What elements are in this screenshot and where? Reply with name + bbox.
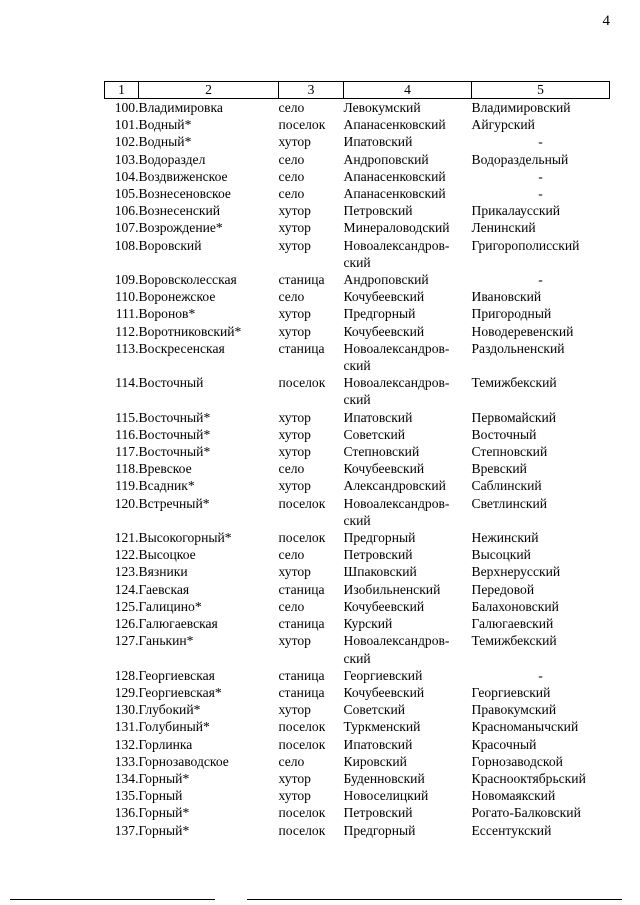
settlement-name: Воротниковский* [138, 323, 242, 339]
settlement-name: Владимировка [138, 100, 223, 115]
footer-divider-left [10, 899, 215, 900]
district-name [344, 443, 472, 460]
settlement-name: Гаевская [138, 581, 190, 597]
district-name-line: Кочубеевский [343, 461, 425, 477]
council-name: Раздольненский [471, 340, 565, 356]
settlement-name: Всадник* [138, 478, 195, 494]
settlement-name: Горный* [138, 822, 190, 838]
row-number: 107. [114, 220, 139, 236]
settlement-name: Галюгаевская [138, 616, 218, 632]
row-number: 115. [115, 409, 139, 425]
settlement-type: хутор [278, 323, 311, 339]
table-row [105, 426, 610, 443]
district-name [344, 787, 472, 804]
page-number: 4 [602, 13, 610, 29]
district-name [344, 323, 472, 340]
table-row [105, 116, 610, 133]
council-name: - [538, 272, 543, 288]
table-row [105, 168, 610, 185]
council-name: Пригородный [471, 306, 552, 322]
table-row [105, 701, 610, 718]
row-number: 100. [114, 100, 139, 115]
settlement-name: Высоцкое [138, 547, 196, 563]
district-name [344, 460, 472, 477]
table-row [105, 409, 610, 426]
council-name: Вревский [471, 461, 527, 477]
settlement-name: Возрождение* [138, 220, 223, 236]
row-number: 133. [114, 753, 139, 769]
table-row [105, 99, 610, 117]
settlement-type: поселок [278, 805, 326, 821]
district-name [344, 598, 472, 615]
district-name-line: Кочубеевский [343, 323, 425, 339]
settlement-type: село [278, 289, 305, 305]
council-name: Галюгаевский [471, 616, 554, 632]
council-name: - [538, 667, 543, 683]
table-row [105, 374, 610, 408]
settlement-name: Воздвиженское [138, 168, 228, 184]
row-number: 108. [114, 237, 139, 253]
district-name [344, 374, 472, 408]
table-row [105, 460, 610, 477]
district-name-line: Андроповский [343, 272, 429, 288]
district-name [344, 615, 472, 632]
council-name: Степновский [471, 444, 548, 460]
council-name: Краснооктябрьский [471, 770, 586, 786]
settlement-type: село [278, 598, 305, 614]
district-name-line: Ипатовский [343, 409, 413, 425]
settlement-type: село [278, 168, 305, 184]
council-name: Новодеревенский [471, 323, 574, 339]
district-name [344, 753, 472, 770]
table-row [105, 133, 610, 150]
district-name [344, 426, 472, 443]
district-name [344, 409, 472, 426]
council-name: Ивановский [471, 289, 542, 305]
council-name: Георгиевский [471, 684, 551, 700]
council-name: Передовой [471, 581, 535, 597]
settlement-name: Ганькин* [138, 633, 194, 649]
settlement-type: хутор [278, 409, 311, 425]
row-number: 134. [114, 770, 139, 786]
district-name [344, 133, 472, 150]
district-name-line: Кочубеевский [343, 289, 425, 305]
settlement-type: хутор [278, 788, 311, 804]
district-name-line: Буденновский [343, 770, 425, 786]
district-name [344, 770, 472, 787]
district-name [344, 237, 472, 271]
settlement-name: Воронежское [138, 289, 216, 305]
district-name-line: Предгорный [343, 530, 416, 546]
footer-divider-right [247, 899, 622, 900]
table-row [105, 305, 610, 322]
row-number: 102. [114, 134, 139, 150]
council-name: Новомаякский [471, 788, 556, 804]
council-name: Горнозаводской [471, 753, 563, 769]
district-name [344, 822, 472, 839]
settlement-name: Высокогорный* [138, 530, 232, 546]
settlement-name: Воронов* [138, 306, 196, 322]
settlement-type: станица [278, 616, 325, 632]
district-name [344, 477, 472, 494]
settlement-type: хутор [278, 220, 311, 236]
settlement-type: поселок [278, 117, 326, 133]
row-number: 130. [114, 702, 139, 718]
table-row [105, 219, 610, 236]
settlement-name: Горный* [138, 805, 190, 821]
council-name: Прикалаусский [471, 203, 561, 219]
table-row [105, 288, 610, 305]
district-name-line: Степновский [343, 444, 420, 460]
settlement-name: Воскресенская [138, 340, 225, 356]
settlement-type: хутор [278, 564, 311, 580]
row-number: 123. [114, 564, 139, 580]
row-number: 135. [114, 788, 139, 804]
district-name [344, 684, 472, 701]
district-name-line: Туркменский [343, 719, 421, 735]
table-row [105, 804, 610, 821]
row-number: 105. [114, 186, 139, 202]
table-row [105, 340, 610, 374]
table-row [105, 581, 610, 598]
district-name [344, 219, 472, 236]
council-name: Григорополисский [471, 237, 580, 253]
table-row [105, 736, 610, 753]
district-name [344, 202, 472, 219]
settlement-type: хутор [278, 633, 311, 649]
table-row [105, 753, 610, 770]
settlement-name: Восточный [138, 375, 204, 391]
district-name [344, 168, 472, 185]
district-name [344, 632, 472, 666]
settlement-type: хутор [278, 134, 311, 150]
council-name: - [538, 168, 543, 184]
council-name: Айгурский [471, 117, 535, 133]
row-number: 125. [114, 598, 139, 614]
settlement-name: Вознесеновское [138, 186, 231, 202]
column-header-2: 2 [139, 82, 279, 99]
district-name [344, 667, 472, 684]
table-row [105, 632, 610, 666]
settlement-name: Горлинка [138, 736, 193, 752]
settlement-type: хутор [278, 306, 311, 322]
settlement-type: станица [278, 667, 325, 683]
district-name-line: Петровский [343, 805, 413, 821]
column-header-1: 1 [105, 82, 139, 99]
settlement-type: село [278, 100, 305, 115]
district-name-line: Кочубеевский [343, 684, 425, 700]
settlement-name: Вязники [138, 564, 188, 580]
row-number: 129. [114, 684, 139, 700]
district-name-line: Новоалександров- [343, 340, 450, 356]
district-name [344, 288, 472, 305]
settlement-type: село [278, 547, 305, 563]
table-row [105, 667, 610, 684]
settlement-name: Водный* [138, 117, 192, 133]
district-name-line: Ипатовский [343, 736, 413, 752]
settlement-type: станица [278, 340, 325, 356]
settlement-type: станица [278, 684, 325, 700]
district-name [344, 804, 472, 821]
district-name-line: Курский [343, 616, 393, 632]
district-name [344, 185, 472, 202]
row-number: 120. [114, 495, 139, 511]
row-number: 124. [114, 581, 139, 597]
settlement-name: Горнозаводское [138, 753, 229, 769]
table-row [105, 202, 610, 219]
district-name-line: Новоалександров- [343, 495, 450, 511]
council-name: - [538, 134, 543, 150]
district-name [344, 563, 472, 580]
settlement-type: поселок [278, 495, 326, 511]
column-header-4: 4 [344, 82, 472, 99]
district-name-line: Александровский [343, 478, 446, 494]
district-name-line: Петровский [343, 203, 413, 219]
table-row [105, 323, 610, 340]
district-name [344, 495, 472, 529]
district-name-continuation: ский [343, 392, 371, 408]
settlement-type: хутор [278, 702, 311, 718]
table-row [105, 237, 610, 271]
settlement-type: хутор [278, 237, 311, 253]
row-number: 127. [114, 633, 139, 649]
row-number: 110. [115, 289, 139, 305]
district-name-line: Апанасенковский [343, 168, 446, 184]
district-name-line: Предгорный [343, 822, 416, 838]
row-number: 109. [114, 272, 139, 288]
council-name: Светлинский [471, 495, 548, 511]
council-name: Темижбекский [471, 633, 557, 649]
settlement-type: поселок [278, 530, 326, 546]
council-name: Первомайский [471, 409, 557, 425]
district-name-continuation: ский [343, 512, 371, 528]
row-number: 106. [114, 203, 139, 219]
row-number: 114. [115, 375, 139, 391]
row-number: 103. [114, 151, 139, 167]
district-name-line: Советский [343, 702, 406, 718]
district-name-line: Кировский [343, 753, 407, 769]
district-name [344, 99, 472, 117]
council-name: Водораздельный [471, 151, 569, 167]
table-row [105, 495, 610, 529]
district-name-line: Апанасенковский [343, 117, 446, 133]
district-name-continuation: ский [343, 254, 371, 270]
council-name: Саблинский [471, 478, 542, 494]
council-name: - [538, 186, 543, 202]
council-name: Ленинский [471, 220, 536, 236]
table-row [105, 615, 610, 632]
district-name [344, 529, 472, 546]
district-name-line: Андроповский [343, 151, 429, 167]
district-name-line: Предгорный [343, 306, 416, 322]
settlements-table [104, 81, 610, 839]
settlement-name: Воровсколесская [138, 272, 237, 288]
table-row [105, 598, 610, 615]
settlement-name: Горный [138, 788, 183, 804]
table-body [105, 99, 610, 839]
row-number: 111. [115, 306, 139, 322]
district-name [344, 718, 472, 735]
district-name [344, 546, 472, 563]
district-name-line: Новоалександров- [343, 237, 450, 253]
settlement-name: Восточный* [138, 444, 211, 460]
row-number: 119. [115, 478, 139, 494]
council-name: Красноманычский [471, 719, 579, 735]
table-row [105, 563, 610, 580]
district-name-line: Новоселицкий [343, 788, 429, 804]
row-number: 122. [114, 547, 139, 563]
settlement-type: поселок [278, 375, 326, 391]
row-number: 112. [115, 323, 139, 339]
settlement-type: село [278, 461, 305, 477]
council-name: Правокумский [471, 702, 557, 718]
row-number: 128. [114, 667, 139, 683]
header-row [105, 82, 610, 99]
settlement-name: Водораздел [138, 151, 206, 167]
table-row [105, 185, 610, 202]
settlement-type: станица [278, 581, 325, 597]
table-row [105, 684, 610, 701]
settlement-name: Водный* [138, 134, 192, 150]
settlement-type: хутор [278, 444, 311, 460]
table-row [105, 271, 610, 288]
table-row [105, 529, 610, 546]
district-name-continuation: ский [343, 358, 371, 374]
settlement-type: хутор [278, 478, 311, 494]
settlement-type: хутор [278, 770, 311, 786]
settlement-type: станица [278, 272, 325, 288]
settlement-name: Восточный* [138, 426, 211, 442]
table-row [105, 546, 610, 563]
district-name-line: Кочубеевский [343, 598, 425, 614]
settlement-name: Горный* [138, 770, 190, 786]
settlement-name: Восточный* [138, 409, 211, 425]
council-name: Ессентукский [471, 822, 552, 838]
district-name [344, 701, 472, 718]
row-number: 131. [114, 719, 139, 735]
row-number: 113. [115, 340, 139, 356]
district-name-continuation: ский [343, 650, 371, 666]
district-name-line: Левокумский [343, 100, 421, 115]
council-name: Рогато-Балковский [471, 805, 581, 821]
council-name: Владимировский [471, 100, 571, 115]
row-number: 116. [115, 426, 139, 442]
table-row [105, 477, 610, 494]
settlement-name: Встречный* [138, 495, 210, 511]
council-name: Красочный [471, 736, 537, 752]
settlement-type: поселок [278, 719, 326, 735]
district-name-line: Петровский [343, 547, 413, 563]
district-name-line: Минераловодский [343, 220, 450, 236]
column-header-5: 5 [472, 82, 610, 99]
settlement-name: Воровский [138, 237, 202, 253]
row-number: 101. [114, 117, 139, 133]
district-name [344, 340, 472, 374]
district-name [344, 305, 472, 322]
row-number: 117. [115, 444, 139, 460]
column-header-3: 3 [279, 82, 344, 99]
district-name-line: Новоалександров- [343, 633, 450, 649]
settlement-type: село [278, 151, 305, 167]
council-name: Балахоновский [471, 598, 559, 614]
district-name-line: Ипатовский [343, 134, 413, 150]
row-number: 104. [114, 168, 139, 184]
settlement-name: Вознесенский [138, 203, 221, 219]
district-name [344, 581, 472, 598]
row-number: 121. [114, 530, 139, 546]
settlement-type: хутор [278, 426, 311, 442]
settlement-name: Вревское [138, 461, 192, 477]
council-name: Темижбекский [471, 375, 557, 391]
row-number: 132. [114, 736, 139, 752]
district-name [344, 271, 472, 288]
table-row [105, 770, 610, 787]
table-row [105, 718, 610, 735]
settlement-type: хутор [278, 203, 311, 219]
table-row [105, 822, 610, 839]
settlement-type: село [278, 186, 305, 202]
district-name [344, 116, 472, 133]
row-number: 137. [114, 822, 139, 838]
council-name: Нежинский [471, 530, 539, 546]
row-number: 126. [114, 616, 139, 632]
council-name: Высоцкий [471, 547, 531, 563]
district-name [344, 736, 472, 753]
district-name-line: Апанасенковский [343, 186, 446, 202]
council-name: Восточный [471, 426, 537, 442]
table-row [105, 787, 610, 804]
district-name-line: Советский [343, 426, 406, 442]
table-row [105, 151, 610, 168]
settlement-name: Галицино* [138, 598, 202, 614]
settlement-name: Георгиевская [138, 667, 215, 683]
district-name-line: Шпаковский [343, 564, 417, 580]
settlement-type: поселок [278, 736, 326, 752]
settlement-name: Голубиный* [138, 719, 210, 735]
row-number: 136. [114, 805, 139, 821]
settlement-name: Георгиевская* [138, 684, 222, 700]
settlement-type: поселок [278, 822, 326, 838]
table-row [105, 443, 610, 460]
settlement-type: село [278, 753, 305, 769]
settlement-name: Глубокий* [138, 702, 201, 718]
table-header [105, 82, 610, 99]
district-name-line: Георгиевский [343, 667, 423, 683]
row-number: 118. [115, 461, 139, 477]
district-name-line: Изобильненский [343, 581, 441, 597]
district-name [344, 151, 472, 168]
district-name-line: Новоалександров- [343, 375, 450, 391]
council-name: Верхнерусский [471, 564, 561, 580]
